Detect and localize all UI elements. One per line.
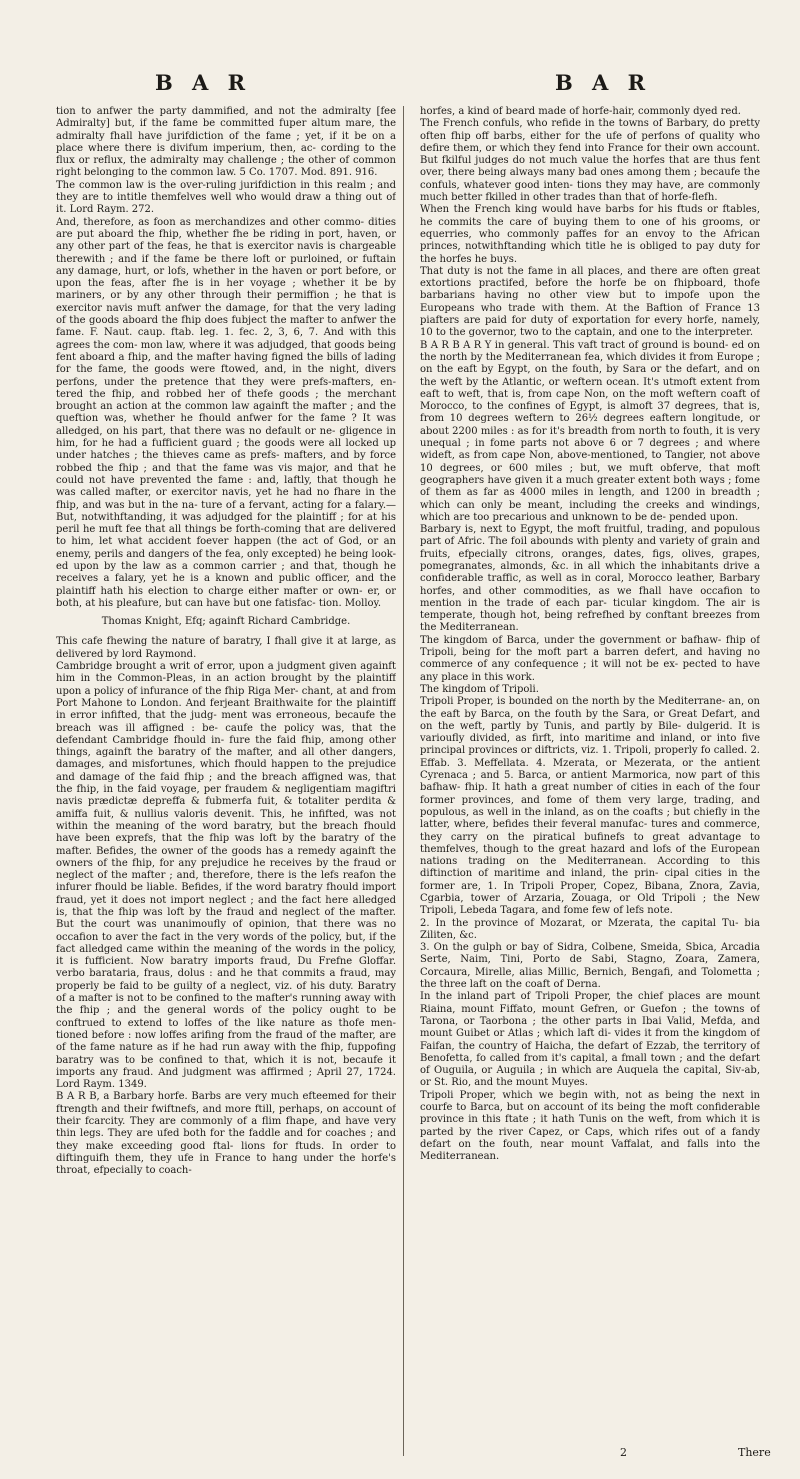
paragraph: And, therefore, as foon as merchandizes and other commo- dities are put aboard the fhip, whether fhe be riding in port, haven, or any other part of the feas, he that is exercitor navis is chargeable therewith ; and if the fame be there loft or purloined, or fuftain any damage, hurt, or lofs, whether in the haven or port before, or upon the feas, after fhe is in her voyage ; whether it be by mariners, or by any other through their permiffion ; he that is exercitor navis muft anfwer the damage, for that the very lading of the goods aboard the fhip does fubject the mafter to anfwer the fame. F. Naut. caup. ftab. leg. 1. fec. 2, 3, 6, 7. And with this agrees the com- mon law, where it was adjudged, that goods being fent aboard a fhip, and the mafter having figned the bills of lading for the fame, the goods were ftowed, and, in the night, divers perfons, under the pretence that they were prefs-mafters, en- tered the fhip, and robbed her of thefe goods ; the merchant brought an action at the common law againft the mafter ; and the queftion was, whether he fhould anfwer for the fame ? It was alledged, on his part, that there was no default or ne- gligence in him, for he had a fufficient guard ; the goods were all locked up under hatches ; the thieves came as prefs- mafters, and by force robbed the fhip ; and that the fame was vis major, and that he could not have prevented the fame : and, laftly, that though he was called mafter, or exercitor navis, yet he had no fhare in the fhip, and was but in the na- ture of a fervant, acting for a falary.—But, notwithftanding, it was adjudged for the plaintiff ; for at his peril he muft fee that all things be forth-coming that are delivered to him, let what accident foever happen (the act of God, or an enemy, perils and dangers of the fea, only excepted) he being look- ed upon by the law as a common carrier ; and that, though he receives a falary, yet he is a known and public officer, and the plaintiff hath his election to charge either mafter or own- er, or both, at his pleafure, but can have but one fatisfac- tion. Molloy. (56, 216, 396, 609)
paragraph: B A R B A R Y in general. This vaft tract of ground is bound- ed on the north by the Mediterranean fea, which divides it from Europe ; on the eaft by Egypt, on the fouth, by Sara or the defart, and on the weft by the Atlantic, or weftern ocean. It's utmoft extent from eaft to weft, that is, from cape Non, on the moft weftern coaft of Morocco, to the confines of Egypt, is almoft 37 degrees, that is, from 10 degrees weftern to 26½ degrees eaftern longitude, or about 2200 miles : as for it's breadth from north to fouth, it is very unequal ; in fome parts not above 6 or 7 degrees ; and where wideft, as from cape Non, above-mentioned, to Tangier, not above 10 degrees, or 600 miles ; but, we muft obferve, that moft geographers have given it a much greater extent both ways ; fome of them as far as 4000 miles in length, and 1200 in breadth ; which can only be meant, including the creeks and windings, which are too precarious and unknown to be de- pended upon. (420, 339, 760, 523)
paragraph: That duty is not the fame in all places, and there are often great extortions practifed, before the horfe be on fhipboard, thofe barbarians having no other view but to impofe upon the Europeans who trade with them. At the Baftion of France 13 piafters are paid for duty of exportation for every horfe, namely, 10 to the governor, two to the captain, and one to the interpreter. (420, 265, 760, 339)
paragraph: The kingdom of Barca, under the government or bafhaw- fhip of Tripoli, being for the moft part a barren defert, and having no commerce of any confequence ; it will not be ex- pected to have any place in this work. (420, 634, 760, 683)
paragraph: Tripoli Proper, which we begin with, not as being the next in courfe to Barca, but on account of its being the moft confiderable province in this ftate ; it hath Tunis on the weft, from which it is parted by the river Capez, or Caps, which rifes out of a fandy defart on the fouth, near mount Vaffalat, and falls into the Mediterranean. (420, 1089, 760, 1163)
case-heading: Thomas Knight, Efq; againft Richard Cambridge. (101, 616, 351, 628)
paragraph: Barbary is, next to Egypt, the moft fruitful, trading, and populous part of Afric. The foil abounds with plenty and variety of grain and fruits, efpecially citrons, oranges, dates, figs, olives, grapes, pomegranates, almonds, &c. in all which the inhabitants drive a confiderable traffic, as well as in coral, Morocco leather, Barbary horfes, and other commodities, as we fhall have occafion to mention in the trade of each par- ticular kingdom. The air is temperate, though hot, being refrefhed by conftant breezes from the Mediterranean. (420, 524, 760, 634)
paragraph: In the inland part of Tripoli Proper, the chief places are mount Riaina, mount Fiffato, mount Gefren, or Guefon ; the towns of Tarona, or Taorbona ; the other parts in Ibai Valid, Mefda, and mount Guibet or Atlas ; which laft di- vides it from the kingdom of Faifan, the country of Haicha, the defart of Ezzab, the territory of Benofetta, fo called from it's capital, a fmall town ; and the defart of Ouguila, or Auguila ; in which are Auquela the capital, Siv-ab, or St. Rio, and the mount Muyes. (420, 991, 760, 1089)
paragraph: Tripoli Proper, is bounded on the north by the Mediterrane- an, on the eaft by Barca, on the fouth by the Sara, or Great Defart, and on the weft, partly by Tunis, and partly by Bile- dulgerid. It is varioufly divided, as firft, into maritime and inland, or into five principal provinces or diftricts, viz. 1. Tripoli, properly fo called. 2. Effab. 3. Meffellata. 4. Mzerata, or Mezerata, or the antient Cyrenaca ; and 5. Barca, or antient Marmorica, now part of this bafhaw- fhip. It hath a great number of cities in each of the four former provinces, and fome of them very large, trading, and populous, as well in the inland, as on the coafts ; but chiefly in the latter, where, befides their feveral manufac- tures and commerce, they carry on the piratical bufinefs to great advantage to themfelves, though to the great hazard and lofs of the European nations trading on the Mediterranean. According to this diftinction of maritime and inland, the prin- cipal cities in the former are, 1. In Tripoli Proper, Copez, Bibana, Znora, Zavia, Cgarbia, tower of Arzaria, Zouaga, or Old Tripoli ; the New Tripoli, Lebeda Tagara, and fome few of lefs note. (420, 696, 760, 917)
paragraph: 3. On the gulph or bay of Sidra, Colbene, Smeida, Sbica, Arcadia Serte, Naim, Tini, Porto de Sabi, Stagno, Zoara, Zamera, Corcaura, Mirelle, alias Millic, Bernich, Bengafi, and Tolometta ; the three laft on the coaft of Derna. (420, 942, 760, 991)
signature-mark: 2 (620, 1446, 627, 1459)
paragraph: The kingdom of Tripoli. (420, 683, 539, 695)
right-column (420, 106, 760, 1446)
catchword: There (738, 1446, 771, 1459)
paragraph: 2. In the province of Mozarat, or Mzerata, the capital Tu- bia Ziliten, &c. (420, 917, 760, 941)
header-right: B A R (555, 70, 652, 95)
paragraph: This cafe fhewing the nature of baratry, I fhall give it at large, as delivered by lord Raymond. (56, 636, 396, 660)
paragraph: tion to anfwer the party dammified, and not the admiralty [fee Admiralty] but, if the fame be committed fuper altum mare, the admiralty fhall have jurifdiction of the fame ; yet, if it be on a place where there is divifum imperium, then, ac- cording to the flux or reflux, the admiralty may challenge ; the other of common right belonging to the common law. 5 Co. 1707. Mod. 891. 916. (56, 106, 396, 179)
left-column (56, 106, 396, 1446)
paragraph: The common law is the over-ruling jurifdiction in this realm ; and they are to intitle themfelves well who would draw a thing out of it. Lord Raym. 272. (56, 179, 396, 216)
page-footer (0, 1446, 800, 1466)
running-header (0, 70, 800, 100)
paragraph: horfes, a kind of beard made of horfe-hair, commonly dyed red. (420, 106, 741, 117)
paragraph: Cambridge brought a writ of error, upon a judgment given againft him in the Common-Pleas, in an action brought by the plaintiff upon a policy of infurance of the fhip Riga Mer- chant, at and from Port Mahone to London. And ferjeant Braithwaite for the plaintiff in error infifted, that the judg- ment was erroneous, becaufe the breach was ill affigned : be- caufe the policy was, that the defendant Cambridge fhould in- fure the faid fhip, among other things, againft the baratry of the mafter, and all other dangers, damages, and misfortunes, which fhould happen to the prejudice and damage of the faid fhip ; and the breach affigned was, that the fhip, in the faid voyage, per fraudem & negligentiam magiftri navis prædictæ depreffa & fubmerfa fuit, & totaliter perdita & amiffa fuit, & nullius valoris devenit. This, he infifted, was not within the meaning of the word baratry, but the breach fhould have been exprefs, that the fhip was loft by the baratry of the mafter. Befides, the owner of the goods has a remedy againft the owners of the fhip, for any prejudice he receives by the fraud or neglect of the mafter ; and, therefore, there is the lefs reafon the infurer fhould be liable. Befides, if the word baratry fhould import fraud, yet it does not import neglect ; and the fact here alledged is, that the fhip was loft by the fraud and neglect of the mafter. But the court was unanimoufly of opinion, that there was no occafion to aver the fact in the very words of the policy, but, if the fact alledged came within the meaning of the words in the policy, it is fufficient. Now baratry imports fraud, Du Frefne Gloffar. verbo barataria, fraus, dolus : and he that commits a fraud, may properly be faid to be guilty of a neglect, viz. of his duty. Baratry of a mafter is not to be confined to the mafter's running away with the fhip ; and the general words of the policy ought to be conftrued to extend to loffes of the like nature as thofe men- tioned before : now loffes arifing from the fraud of the mafter, are of the fame nature as if he had run away with the fhip, fuppofing baratry was to be confined to that, which it is not, becaufe it imports any fraud. And judgment was affirmed ; April 27, 1724. Lord Raym. 1349. (56, 661, 396, 1091)
paragraph: The French confuls, who refide in the towns of Barbary, do pretty often fhip off barbs, either for the ufe of perfons of quality who defire them, or which they fend into France for their own account. But fkilful judges do not much value the horfes that are thus fent over, there being always many bad ones among them ; becaufe the confuls, whatever good inten- tions they may have, are commonly much better fkilled in other trades than that of horfe-flefh. (420, 118, 760, 204)
header-left: B A R (155, 70, 252, 95)
text-columns (56, 106, 760, 1446)
paragraph: B A R B, a Barbary horfe. Barbs are very much efteemed for their ftrength and their fwiftnefs, and more ftill, perhaps, on account of their fcarcity. They are commonly of a flim fhape, and have very thin legs. They are ufed both for the faddle and for coaches ; and they make exceeding good ftal- lions for ftuds. In order to diftinguifh them, they ufe in France to hang under the horfe's throat, efpecially to coach- (56, 1091, 396, 1177)
paragraph: When the French king would have barbs for his ftuds or ftables, he commits the care of buying them to one of his grooms, or equerries, who commonly paffes for an envoy to the African princes, notwithftanding which title he is obliged to pay duty for the horfes he buys. (420, 204, 760, 265)
